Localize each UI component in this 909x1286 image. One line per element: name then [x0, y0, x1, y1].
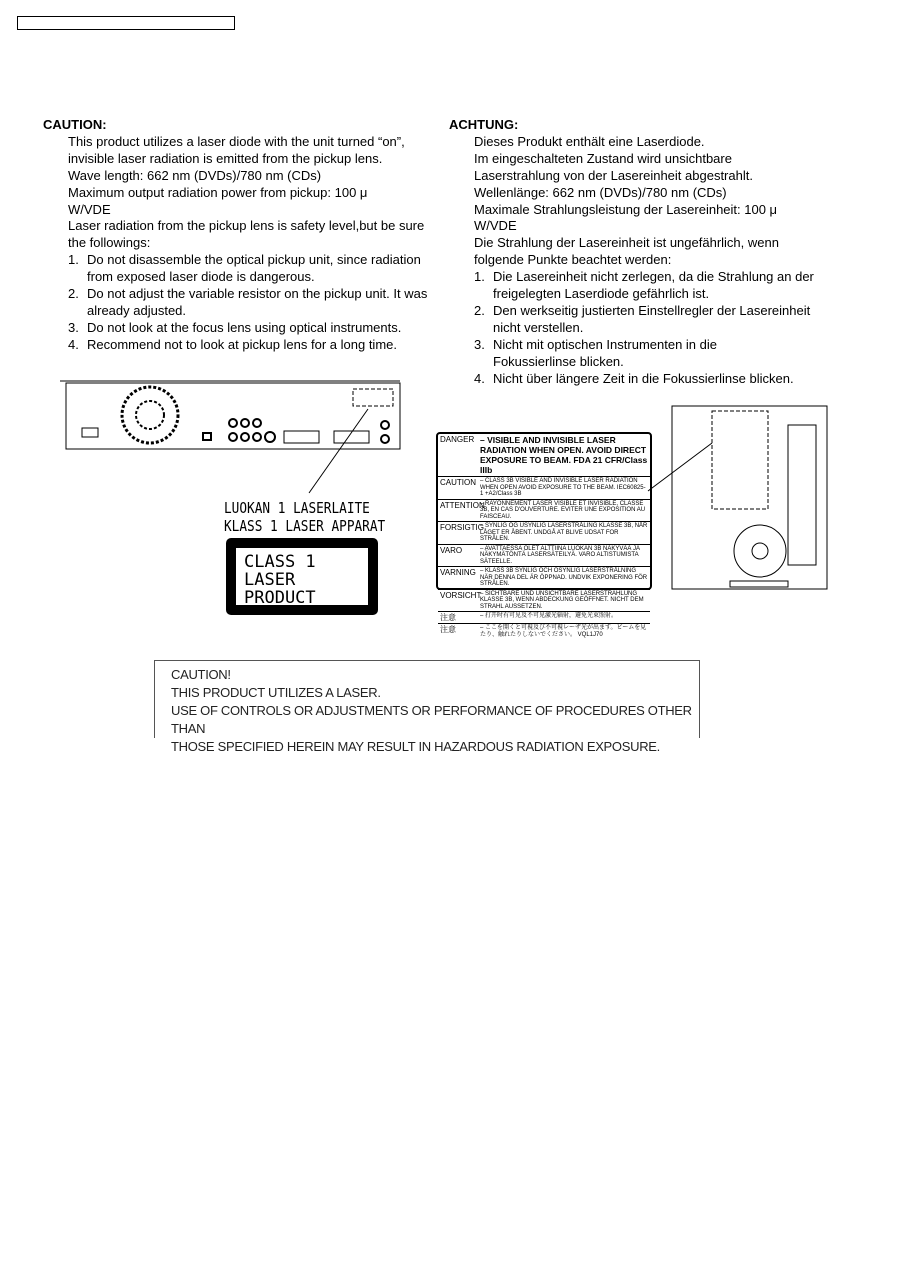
- caution-notice-box: CAUTION! THIS PRODUCT UTILIZES A LASER. USE OF CONTROLS OR ADJUSTMENTS OR PERFORMANCE OF PROCEDURES OTHER THAN THOSE SPECIFIED HEREIN MAY RESULT IN HAZARDOUS RADIATION EXPOSURE.: [154, 660, 700, 738]
- header-box: [17, 16, 235, 30]
- paragraph: Maximum output radiation power from pickup: 100 μ W/VDE: [68, 184, 368, 217]
- achtung-heading: ACHTUNG:: [449, 117, 519, 132]
- danger-warning-label: DANGER – VISIBLE AND INVISIBLE LASER RADIATION WHEN OPEN. AVOID DIRECT EXPOSURE TO BEAM. FDA 21 CFR/Class IIIb CAUTION – CLASS 3B VISIBLE AND INVISIBLE LASER RADIATION WHEN OPEN AVOID EXPOSURE TO THE BEAM. IEC60825-1 +A2/Class 3B ATTENTION – RAYONNEMENT LASER VISIBLE ET INVISIBLE, CLASSE 3B, EN CAS D'OUVERTURE. EVITER UNE EXPOSITION AU FAISCEAU. FORSIGTIG – SYNLIG OG USYNLIG LASERSTRÅLING KLASSE 3B, NÅR LÅGET ER ÅBENT. UNDGÅ AT BLIVE UDSAT FOR STRÅLEN. VARO – AVATTAESSA OLET ALTTIINA LUOKAN 3B NÄKYVÄÄ JA NÄKYMÄTÖNTÄ LASERSÄTEILYÄ. VARO ALTISTUMISTA SÄTEELLE. VARNING – KLASS 3B SYNLIG OCH OSYNLIG LASERSTRÅLNING NÄR DENNA DEL ÄR ÖPPNAD. UNDVIK EXPONERING FÖR STRÅLEN. VORSICHT – SICHTBARE UND UNSICHTBARE LASERSTRAHLUNG KLASSE 3B, WENN ABDECKUNG GEÖFFNET. NICHT DEM STRAHL AUSSETZEN. 注意 – 打开时有可见及不可见激光辐射，避免光束照射。 注意 – ここを開くと可視及び不可視レーザ光が出ます。ビームを見たり、触れたりしないでください。 VQL1J70: [436, 432, 652, 590]
- list-item: 3. Nicht mit optischen Instrumenten in die Fokussierlinse blicken.: [474, 336, 717, 369]
- paragraph: Maximale Strahlungsleistung der Lasereinheit: 100 μ W/VDE: [474, 201, 778, 234]
- paragraph: Wave length: 662 nm (DVDs)/780 nm (CDs): [68, 167, 322, 183]
- caution-heading: CAUTION:: [43, 117, 107, 132]
- list-item: 1. Die Lasereinheit nicht zerlegen, da die Strahlung an der freigelegten Laserdiode gefährlich ist.: [474, 269, 814, 302]
- paragraph: This product utilizes a laser diode with the unit turned “on”, invisible laser radiation is emitted from the pickup lens.: [68, 133, 405, 166]
- recorder-rear-panel-drawing: [60, 375, 410, 495]
- list-item: 3. Do not look at the focus lens using optical instruments.: [68, 319, 402, 335]
- paragraph: Dieses Produkt enthält eine Laserdiode.: [474, 133, 705, 149]
- list-item: 4. Nicht über längere Zeit in die Fokussierlinse blicken.: [474, 370, 794, 386]
- list-item: 1. Do not disassemble the optical pickup unit, since radiation from exposed laser diode is dangerous.: [68, 252, 421, 285]
- list-item: 2. Do not adjust the variable resistor on the pickup unit. It was already adjusted.: [68, 286, 428, 318]
- finnish-laser-label: LUOKAN 1 LASERLAITE: [224, 499, 370, 517]
- paragraph: Wellenlänge: 662 nm (DVDs)/780 nm (CDs): [474, 184, 727, 200]
- paragraph: Laser radiation from the pickup lens is safety level,but be sure the followings:: [68, 218, 425, 251]
- caution-english: [43, 117, 433, 354]
- paragraph: Die Strahlung der Lasereinheit ist ungefährlich, wenn folgende Punkte beachtet werden:: [474, 235, 779, 268]
- list-item: 2. Den werkseitig justierten Einstellregler der Lasereinheit nicht verstellen.: [474, 302, 811, 335]
- list-item: 4. Recommend not to look at pickup lens for a long time.: [68, 336, 397, 352]
- swedish-laser-label: KLASS 1 LASER APPARAT: [224, 517, 386, 535]
- class1-laser-label: CLASS 1 LASER PRODUCT: [226, 538, 378, 615]
- dvd-drive-top-drawing: [640, 403, 835, 593]
- caution-german: [449, 117, 829, 388]
- paragraph: Im eingeschalteten Zustand wird unsichtbare Laserstrahlung von der Lasereinheit abgestrahlt.: [474, 150, 753, 183]
